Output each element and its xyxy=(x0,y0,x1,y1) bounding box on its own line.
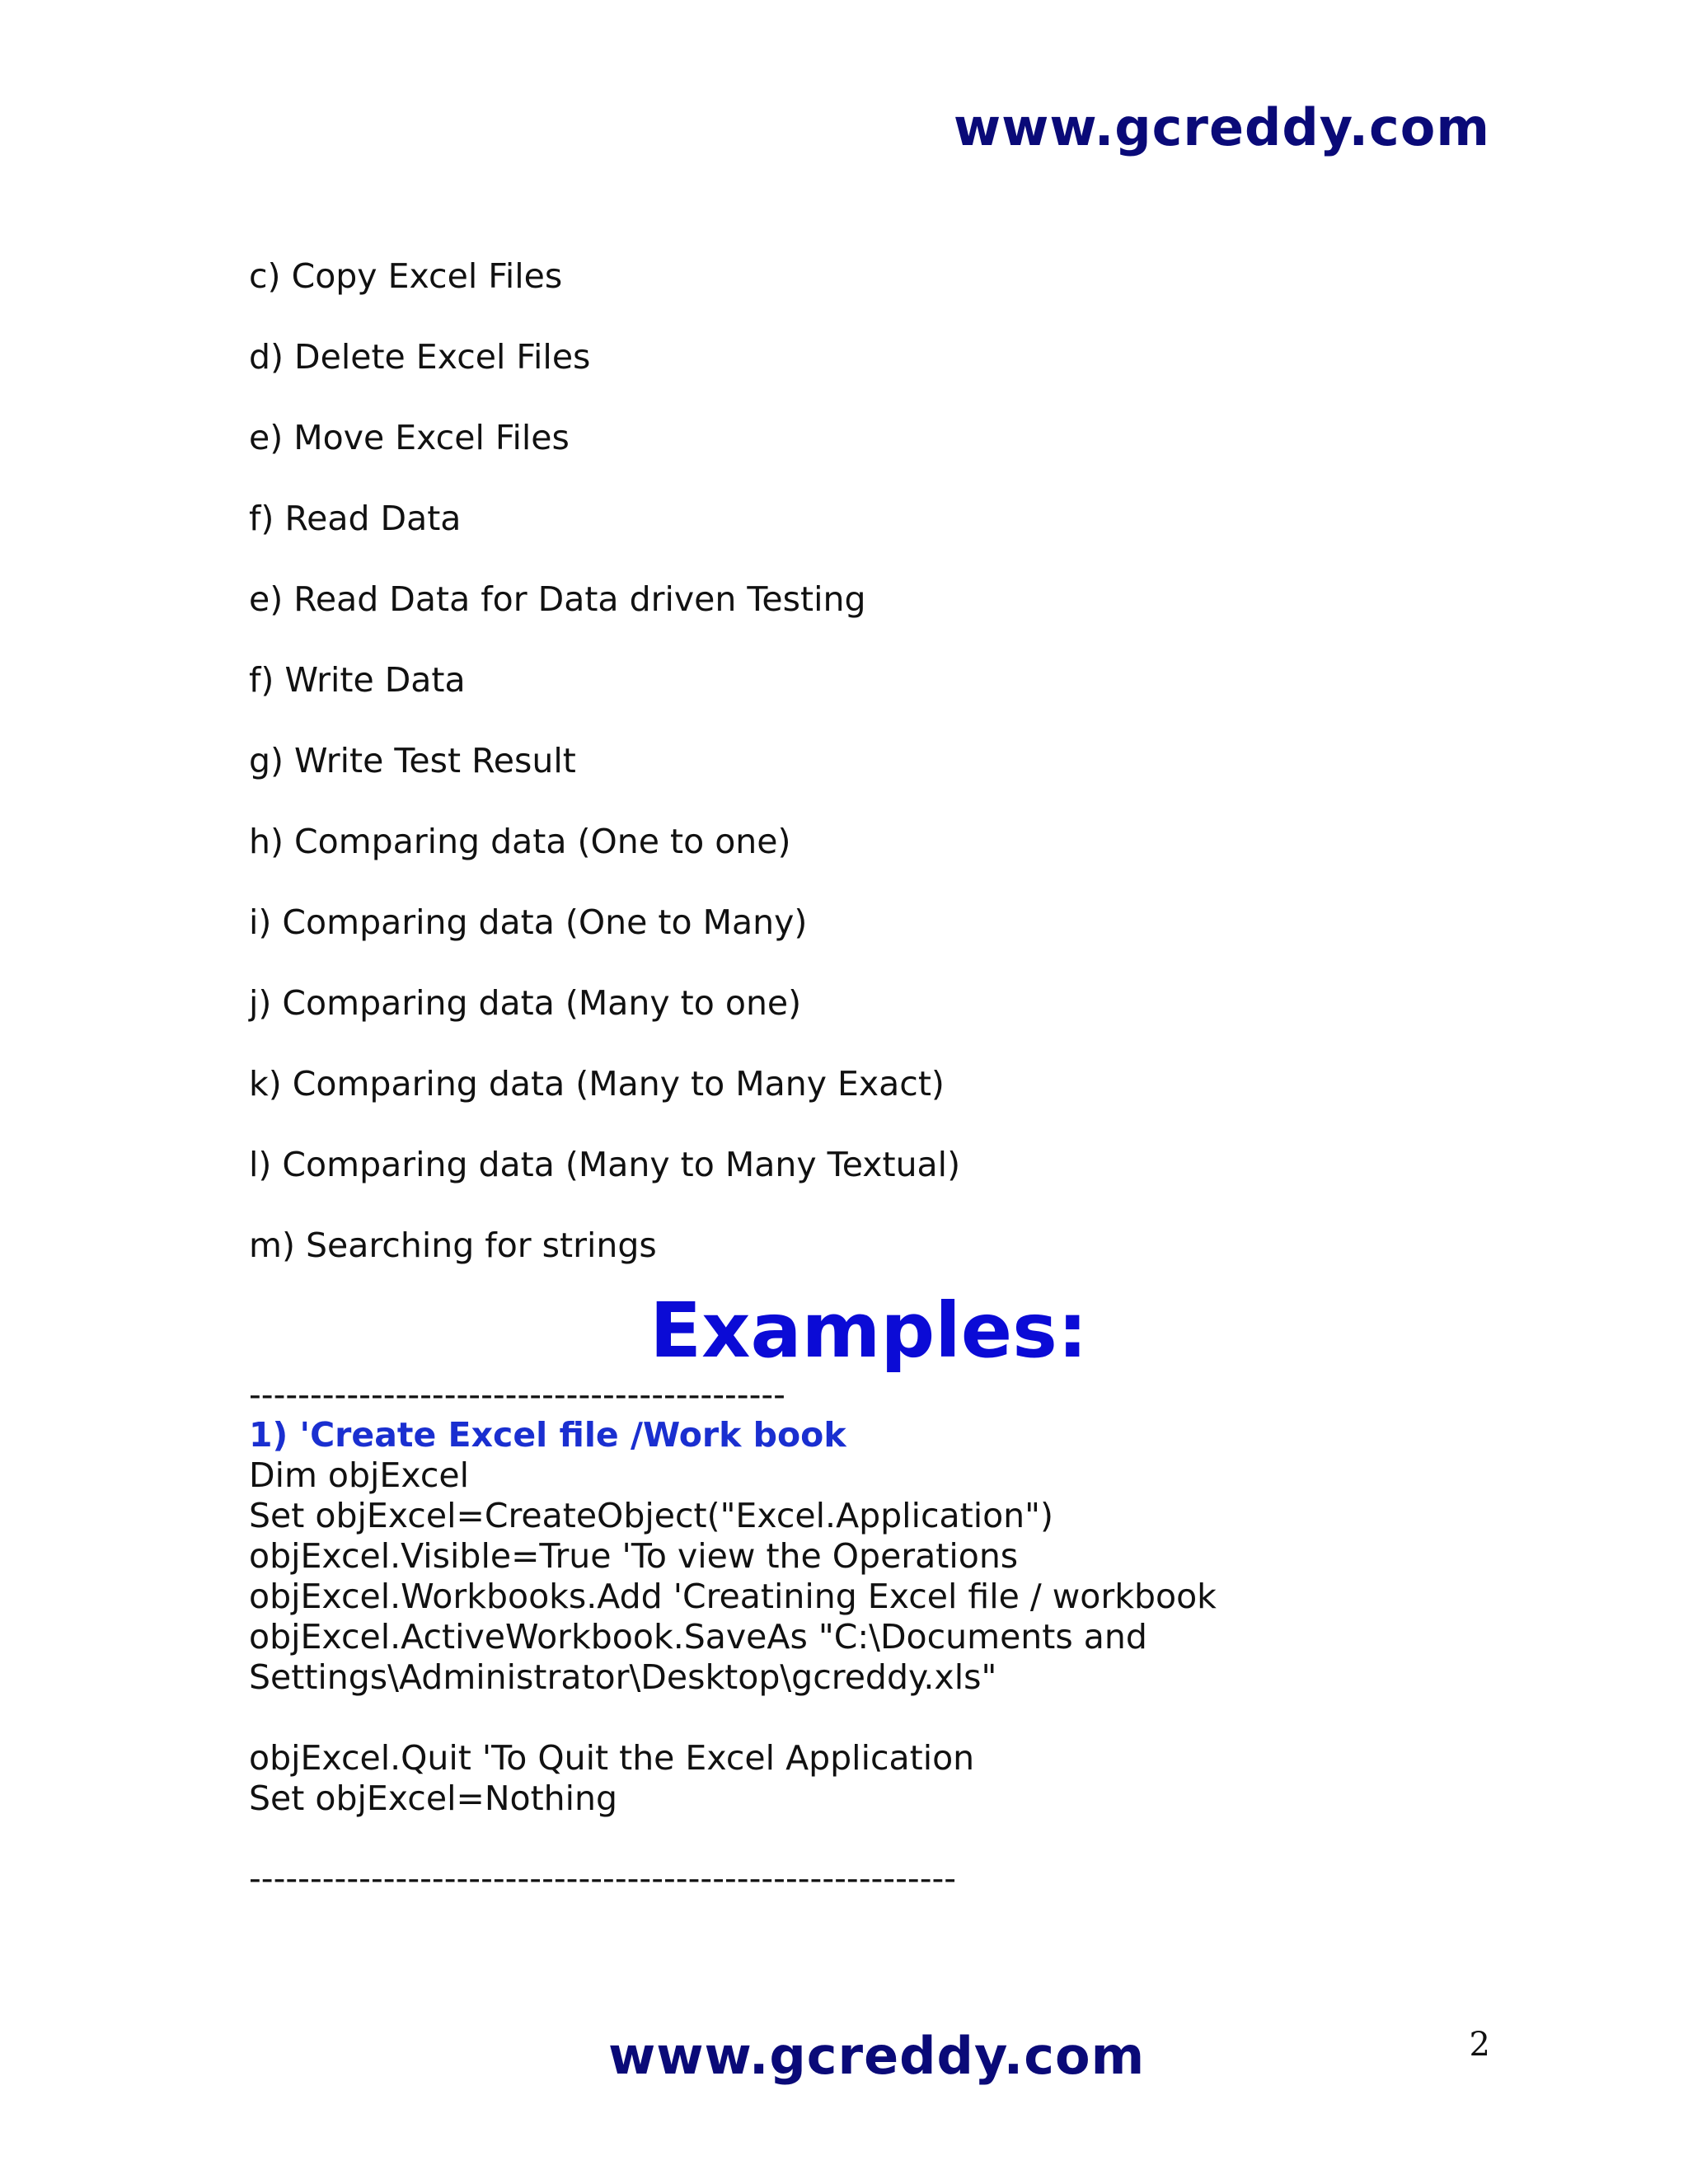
list-item: f) Write Data xyxy=(249,660,466,700)
code-blank-line xyxy=(249,1698,1217,1738)
code-line: objExcel.ActiveWorkbook.SaveAs "C:\Documents and xyxy=(249,1617,1147,1657)
list-item: d) Delete Excel Files xyxy=(249,337,591,377)
example-code-block xyxy=(249,1375,1217,1819)
list-item: h) Comparing data (One to one) xyxy=(249,822,791,861)
list-item: f) Read Data xyxy=(249,499,462,538)
code-line: objExcel.Quit 'To Quit the Excel Application xyxy=(249,1738,975,1778)
list-item: i) Comparing data (One to Many) xyxy=(249,902,808,942)
list-item: g) Write Test Result xyxy=(249,741,576,780)
page-number: 2 xyxy=(1469,2026,1490,2064)
code-line: objExcel.Visible=True 'To view the Operations xyxy=(249,1536,1019,1576)
code-line: Set objExcel=CreateObject("Excel.Application") xyxy=(249,1496,1054,1535)
list-item: e) Read Data for Data driven Testing xyxy=(249,579,866,619)
code-line: objExcel.Workbooks.Add 'Creatining Excel file / workbook xyxy=(249,1577,1217,1616)
topic-list xyxy=(249,236,960,1286)
divider-top: -------------------------------------------- xyxy=(249,1375,785,1414)
list-item: m) Searching for strings xyxy=(249,1226,657,1265)
list-item: l) Comparing data (Many to Many Textual) xyxy=(249,1145,961,1184)
list-item: j) Comparing data (Many to one) xyxy=(249,983,802,1023)
list-item: c) Copy Excel Files xyxy=(249,256,563,296)
code-line: Settings\Administrator\Desktop\gcreddy.xls" xyxy=(249,1657,997,1697)
example-title: 1) 'Create Excel file /Work book xyxy=(249,1415,846,1455)
footer-site-link[interactable]: www.gcreddy.com xyxy=(608,2026,1146,2086)
list-item: e) Move Excel Files xyxy=(249,418,570,457)
header-site-link[interactable]: www.gcreddy.com xyxy=(953,97,1490,157)
divider-bottom: ---------------------------------------------------------- xyxy=(249,1858,957,1898)
code-line: Set objExcel=Nothing xyxy=(249,1779,618,1818)
examples-heading: Examples: xyxy=(649,1286,1088,1375)
list-item: k) Comparing data (Many to Many Exact) xyxy=(249,1064,945,1104)
code-line: Dim objExcel xyxy=(249,1455,470,1495)
